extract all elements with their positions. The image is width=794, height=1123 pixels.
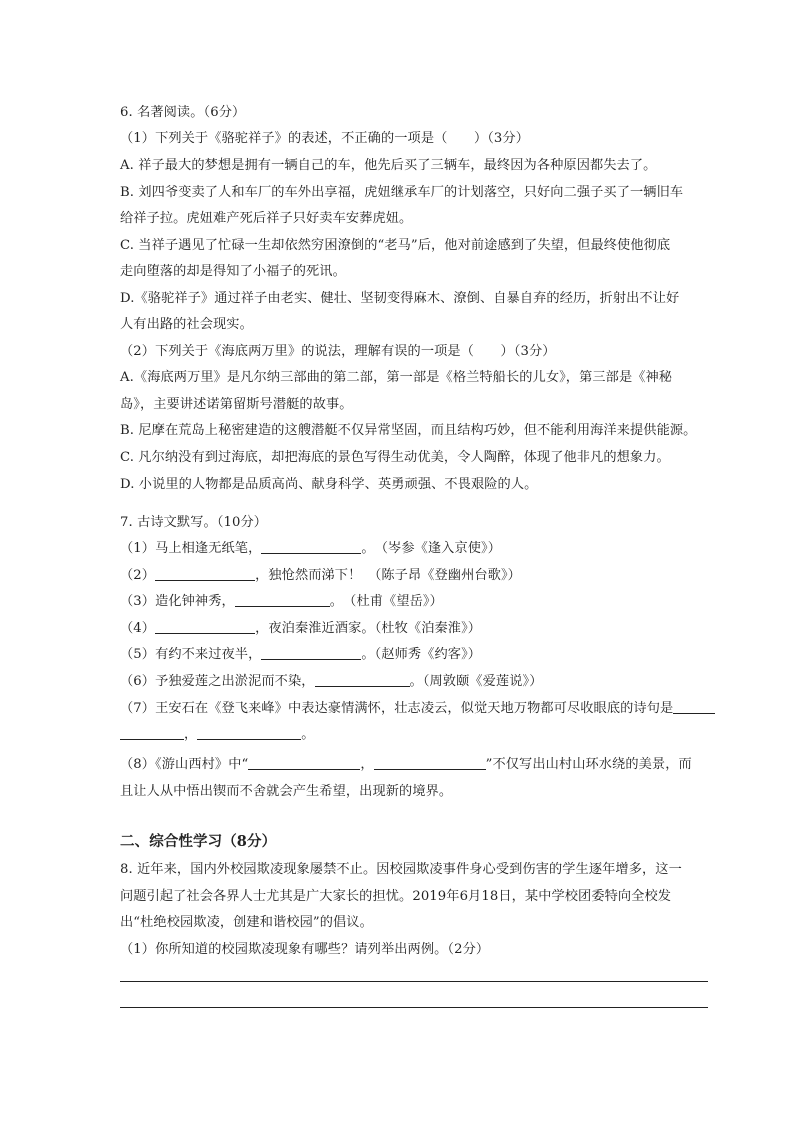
q7-item-7-cont: ， 。	[120, 726, 710, 744]
q7-item-3: （3）造化钟神秀， 。 （杜甫《望岳》）	[120, 594, 443, 609]
answer-blank[interactable]	[315, 673, 410, 687]
q8-sub1-stem: （1）你所知道的校园欺凌现象有哪些？请列举出两例。（2分）	[120, 942, 490, 957]
q6-sub2-option-b: B. 尼摩在荒岛上秘密建造的这艘潜艇不仅异常坚固，而且结构巧妙，但不能利用海洋来提供能源。	[120, 423, 697, 438]
answer-blank[interactable]	[261, 646, 361, 660]
answer-blank[interactable]	[248, 756, 360, 770]
q6-sub2-option-a: A.《海底两万里》是凡尔纳三部曲的第二部，第一部是《格兰特船长的儿女》，第三部是《神秘	[120, 370, 673, 385]
q8-paragraph-line-2: 问题引起了社会各界人士尤其是广大家长的担忧。2019年6月18日，某中学校团委特向全校发	[120, 889, 672, 904]
q6-sub1-option-b: B. 刘四爷变卖了人和车厂的车外出享福，虎妞继承车厂的计划落空，只好向二强子买了一辆旧车	[120, 185, 684, 200]
q6-sub1-option-c-cont: 走向堕落的却是得知了小福子的死讯。	[120, 264, 346, 279]
q6-sub2-stem: （2）下列关于《海底两万里》的说法，理解有误的一项是（ ）（3分）	[120, 344, 556, 359]
q6-sub1-option-a: A. 祥子最大的梦想是拥有一辆自己的车，他先后买了三辆车，最终因为各种原因都失去了。	[120, 158, 657, 173]
q7-item-8-cont: 且让人从中悟出锲而不舍就会产生希望，出现新的境界。	[120, 784, 453, 799]
answer-blank[interactable]	[261, 540, 361, 554]
q6-sub2-option-a-cont: 岛》，主要讲述诺第留斯号潜艇的故事。	[120, 397, 353, 412]
q6-sub1-option-b-cont: 给祥子拉。虎妞难产死后祥子只好卖车安葬虎妞。	[120, 211, 413, 226]
q7-item-7: （7）王安石在《登飞来峰》中表达豪情满怀，壮志凌云，似觉天地万物都可尽收眼底的诗句是	[120, 700, 710, 718]
q8-paragraph-line-1: 8. 近年来，国内外校园欺凌现象屡禁不止。因校园欺凌事件身心受到伤害的学生逐年增多，这一	[120, 862, 682, 877]
section-heading: 二、综合性学习（8分）	[120, 833, 277, 850]
q8-paragraph-line-3: 出“杜绝校园欺凌，创建和谐校园”的倡议。	[120, 915, 373, 930]
q6-sub1-option-d-cont: 人有出路的社会现实。	[120, 317, 253, 332]
answer-blank[interactable]	[235, 593, 330, 607]
q6-sub1-stem: （1）下列关于《骆驼祥子》的表述，不正确的一项是（ ）（3分）	[120, 131, 530, 146]
answer-blank[interactable]	[120, 726, 184, 740]
q6-sub2-option-d: D. 小说里的人物都是品质高尚、献身科学、英勇顽强、不畏艰险的人。	[120, 477, 538, 492]
answer-blank[interactable]	[673, 700, 715, 714]
answer-line[interactable]	[120, 1007, 708, 1008]
q7-item-4: （4） ，夜泊秦淮近酒家。（杜牧《泊秦淮》）	[120, 621, 482, 636]
q6-sub1-option-d: D.《骆驼祥子》通过祥子由老实、健壮、坚韧变得麻木、潦倒、自暴自弃的经历，折射出不让好	[120, 291, 680, 306]
answer-line[interactable]	[120, 981, 708, 982]
q7-item-8: （8）《游山西村》中“ ， ”不仅写出山村山环水绕的美景，而	[120, 757, 692, 772]
q7-item-6: （6）予独爱莲之出淤泥而不染， 。（周敦颐《爱莲说》）	[120, 674, 543, 689]
answer-blank[interactable]	[155, 567, 255, 581]
q6-title: 6. 名著阅读。（6分）	[120, 105, 246, 120]
q7-item-1: （1）马上相逢无纸笔， 。 （岑参《逢入京使》）	[120, 541, 502, 556]
q7-item-5: （5）有约不来过夜半， 。（赵师秀《约客》）	[120, 647, 482, 662]
answer-blank[interactable]	[155, 620, 255, 634]
q6-sub2-option-c: C. 凡尔纳没有到过海底，却把海底的景色写得生动优美，令人陶醉，体现了他非凡的想象力。	[120, 450, 670, 465]
answer-blank[interactable]	[197, 726, 301, 740]
q7-item-2: （2） ，独怆然而涕下！ （陈子昂《登幽州台歌》）	[120, 568, 521, 583]
answer-blank[interactable]	[374, 756, 486, 770]
q6-sub1-option-c: C. 当祥子遇见了忙碌一生却依然穷困潦倒的“老马”后，他对前途感到了失望，但最终使他彻底	[120, 238, 671, 253]
q7-title: 7. 古诗文默写。（10分）	[120, 515, 268, 530]
